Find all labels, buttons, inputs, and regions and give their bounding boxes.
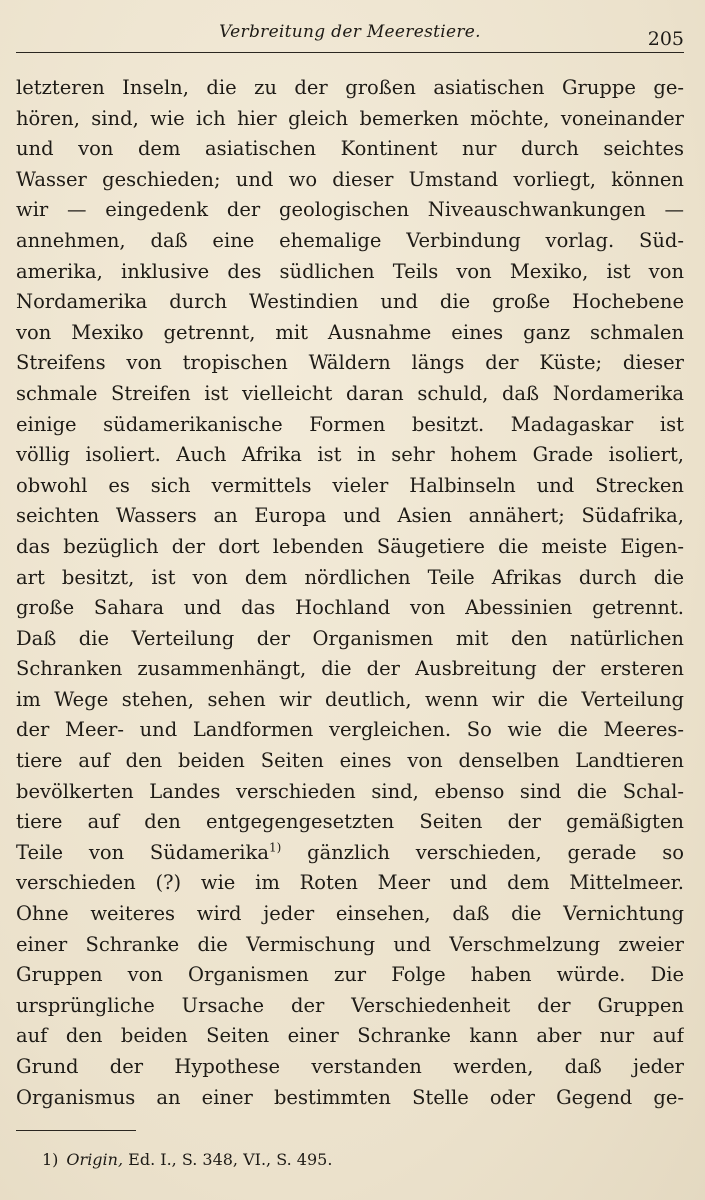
text-line: Organismus an einer bestimmten Stelle oder Gegend ge- [16, 1085, 684, 1109]
text-line: Daß die Verteilung der Organismen mit den natürlichen [16, 626, 684, 650]
body-text [16, 73, 684, 1113]
text-line: tiere auf den entgegengesetzten Seiten der gemäßigten [16, 810, 684, 834]
text-line: bevölkerten Landes verschieden sind, ebenso sind die Schal- [16, 779, 684, 803]
running-title: Verbreitung der Meerestiere. [219, 22, 481, 42]
text-line: annehmen, daß eine ehemalige Verbindung vorlag. Süd- [16, 228, 684, 252]
page-number: 205 [647, 28, 684, 50]
text-line: im Wege stehen, sehen wir deutlich, wenn wir die Verteilung [16, 687, 684, 711]
text-line: Nordamerika durch Westindien und die große Hochebene [16, 290, 684, 314]
text-line: der Meer- und Landformen vergleichen. So wie die Meeres- [16, 718, 684, 742]
text-line-with-footnote-ref [16, 838, 684, 869]
text-line: völlig isoliert. Auch Afrika ist in sehr hohem Grade isoliert, [16, 443, 684, 467]
footnote [42, 1150, 332, 1169]
text-line: tiere auf den beiden Seiten eines von denselben Landtieren [16, 749, 684, 773]
footnote-title: Origin, [66, 1150, 124, 1169]
footnote-reference-text: Ed. I., S. 348, VI., S. 495. [123, 1150, 333, 1169]
text-line: art besitzt, ist von dem nördlichen Teile Afrikas durch die [16, 565, 684, 589]
text-line-tail: gänzlich verschieden, gerade so [281, 840, 684, 864]
text-line: Schranken zusammenhängt, die der Ausbreitung der ersteren [16, 657, 684, 681]
text-line: und von dem asiatischen Kontinent nur durch seichtes [16, 137, 684, 161]
text-line: Gruppen von Organismen zur Folge haben würde. Die [16, 963, 684, 987]
text-line: einer Schranke die Vermischung und Verschmelzung zweier [16, 932, 684, 956]
text-line: Grund der Hypothese verstanden werden, daß jeder [16, 1055, 684, 1078]
text-line: hören, sind, wie ich hier gleich bemerken möchte, voneinander [16, 106, 684, 130]
text-line: verschieden (?) wie im Roten Meer und dem Mittelmeer. [16, 871, 684, 895]
text-line: amerika, inklusive des südlichen Teils von Mexiko, ist von [16, 259, 684, 283]
text-line: das bezüglich der dort lebenden Säugetiere die meiste Eigen- [16, 534, 684, 558]
footnote-reference[interactable]: 1) [268, 840, 282, 855]
text-line: Ohne weiteres wird jeder einsehen, daß die Vernichtung [16, 902, 684, 926]
text-line: große Sahara und das Hochland von Abessinien getrennt. [16, 596, 684, 620]
text-line: schmale Streifen ist vielleicht daran schuld, daß Nordamerika [16, 381, 684, 405]
book-page [16, 0, 684, 1200]
text-line: ursprüngliche Ursache der Verschiedenheit der Gruppen [16, 993, 684, 1017]
text-line: letzteren Inseln, die zu der großen asiatischen Gruppe ge- [16, 76, 684, 99]
text-line: seichten Wassers an Europa und Asien annähert; Südafrika, [16, 504, 684, 528]
text-line: obwohl es sich vermittels vieler Halbinseln und Strecken [16, 473, 684, 497]
running-head [16, 22, 684, 53]
text-line: einige südamerikanische Formen besitzt. Madagaskar ist [16, 412, 684, 436]
text-line: wir — eingedenk der geologischen Niveauschwankungen — [16, 198, 684, 222]
footnote-divider [16, 1130, 136, 1131]
text-line: Streifens von tropischen Wäldern längs der Küste; dieser [16, 351, 684, 375]
text-line: auf den beiden Seiten einer Schranke kann aber nur auf [16, 1024, 684, 1048]
text-line-start: Teile von Südamerika [16, 840, 269, 864]
text-line: von Mexiko getrennt, mit Ausnahme eines ganz schmalen [16, 320, 684, 344]
footnote-marker: 1) [42, 1150, 59, 1169]
text-line: Wasser geschieden; und wo dieser Umstand vorliegt, können [16, 167, 684, 191]
